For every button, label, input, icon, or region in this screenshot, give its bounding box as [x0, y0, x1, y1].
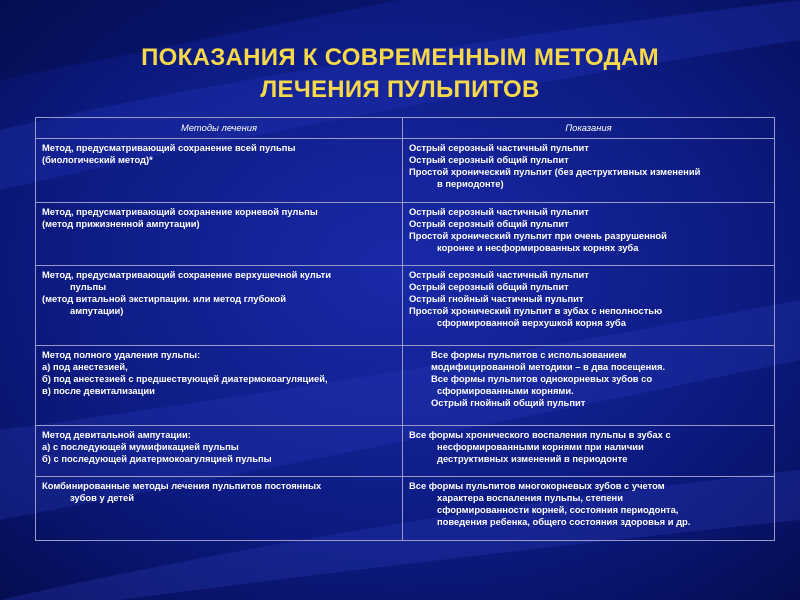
table-row: [36, 346, 775, 426]
table-row: [36, 426, 775, 477]
method-cell: [36, 477, 403, 541]
indication-line: Все формы пульпитов однокорневых зубов со: [431, 373, 653, 384]
table-row: [36, 477, 775, 541]
method-line: пульпы: [70, 281, 107, 292]
method-cell: [36, 266, 403, 346]
title-line-1: ПОКАЗАНИЯ К СОВРЕМЕННЫМ МЕТОДАМ: [141, 44, 659, 71]
indication-line: сформированной верхушкой корня зуба: [437, 317, 626, 328]
method-line: б) с последующей диатермокоагуляцией пульпы: [42, 453, 272, 464]
indication-line: Острый серозный общий пульпит: [409, 154, 569, 165]
method-line: ампутации): [70, 305, 124, 316]
indication-line: сформированными корнями.: [437, 385, 574, 396]
indications-cell: [403, 426, 775, 477]
method-line: Метод полного удаления пульпы:: [42, 349, 201, 360]
method-line: а) с последующей мумификацией пульпы: [42, 441, 239, 452]
method-line: в) после девитализации: [42, 385, 155, 396]
indication-line: Простой хронический пульпит в зубах с неполностью: [409, 305, 663, 316]
indication-line: поведения ребенка, общего состояния здоровья и др.: [437, 516, 691, 527]
method-cell: [36, 139, 403, 203]
indication-line: Острый серозный частичный пульпит: [409, 206, 589, 217]
method-line: Метод, предусматривающий сохранение корневой пульпы: [42, 206, 318, 217]
method-line: (биологический метод)*: [42, 154, 153, 165]
method-line: Метод девитальной ампутации:: [42, 429, 191, 440]
method-line: а) под анестезией,: [42, 361, 128, 372]
indication-line: Острый серозный общий пульпит: [409, 281, 569, 292]
indication-line: Острый гнойный общий пульпит: [431, 397, 586, 408]
indication-line: Острый серозный частичный пульпит: [409, 269, 589, 280]
indication-line: Острый гнойный частичный пульпит: [409, 293, 584, 304]
indication-line: Острый серозный частичный пульпит: [409, 142, 589, 153]
title-line-2: ЛЕЧЕНИЯ ПУЛЬПИТОВ: [260, 76, 540, 103]
indication-line: коронке и несформированных корнях зуба: [437, 242, 639, 253]
method-line: б) под анестезией с предшествующей диатермокоагуляцией,: [42, 373, 328, 384]
indications-table: [35, 117, 775, 541]
indication-line: модифицированной методики – в два посещения.: [431, 361, 666, 372]
slide-title: [0, 42, 800, 106]
indications-cell: [403, 139, 775, 203]
method-line: зубов у детей: [70, 492, 134, 503]
indication-line: Все формы пульпитов многокорневых зубов с учетом: [409, 480, 665, 491]
method-line: (метод витальной экстирпации. или метод глубокой: [42, 293, 287, 304]
indication-line: Острый серозный общий пульпит: [409, 218, 569, 229]
method-cell: [36, 346, 403, 426]
table-row: [36, 203, 775, 266]
indication-line: в периодонте): [437, 178, 504, 189]
table-header-row: [36, 118, 775, 139]
indications-cell: [403, 346, 775, 426]
method-line: Метод, предусматривающий сохранение верхушечной культи: [42, 269, 332, 280]
header-methods: Методы лечения: [36, 118, 403, 139]
indication-line: деструктивных изменений в периодонте: [437, 453, 628, 464]
table-row: [36, 139, 775, 203]
indication-line: Все формы пульпитов с использованием: [431, 349, 627, 360]
method-cell: [36, 203, 403, 266]
indication-line: Все формы хронического воспаления пульпы в зубах с: [409, 429, 671, 440]
table-row: [36, 266, 775, 346]
indication-line: характера воспаления пульпы, степени: [437, 492, 623, 503]
indication-line: Простой хронический пульпит при очень разрушенной: [409, 230, 667, 241]
method-line: (метод прижизненной ампутации): [42, 218, 200, 229]
indication-line: сформированности корней, состояния периодонта,: [437, 504, 679, 515]
indications-cell: [403, 203, 775, 266]
indications-cell: [403, 266, 775, 346]
indication-line: Простой хронический пульпит (без деструктивных изменений: [409, 166, 701, 177]
method-line: Комбинированные методы лечения пульпитов постоянных: [42, 480, 322, 491]
method-cell: [36, 426, 403, 477]
indication-line: несформированными корнями при наличии: [437, 441, 644, 452]
method-line: Метод, предусматривающий сохранение всей пульпы: [42, 142, 296, 153]
header-indications: Показания: [403, 118, 775, 139]
indications-cell: [403, 477, 775, 541]
